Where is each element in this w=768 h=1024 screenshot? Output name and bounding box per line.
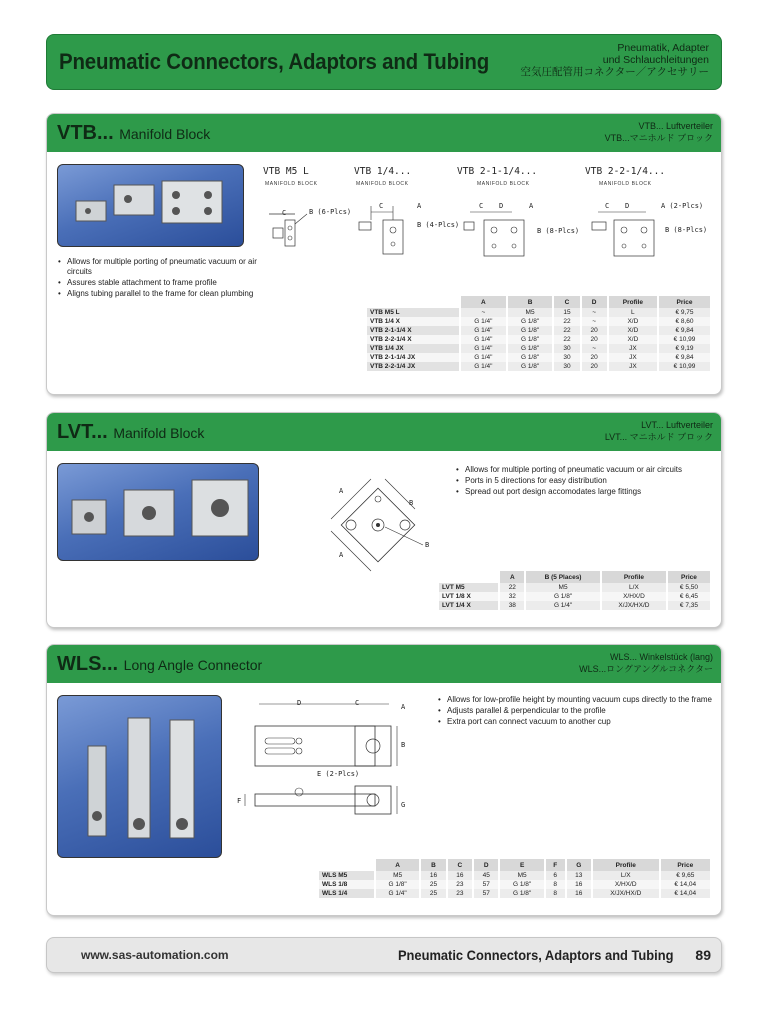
lvt-dimension-drawing (323, 475, 463, 585)
vtb-2214-callout-c: C (605, 202, 610, 210)
model-cell: WLS M5 (319, 871, 375, 880)
vtb-2214-callout-a: A (2-Plcs) (661, 202, 704, 210)
table-row (319, 889, 711, 898)
lvt-callout-a-top: A (339, 487, 344, 495)
table-cell: 30 (553, 344, 580, 353)
page-title: Pneumatic Connectors, Adaptors and Tubing (59, 49, 490, 74)
table-cell: M5 (375, 871, 420, 880)
vtb-2214-drawing (590, 204, 700, 264)
table-row (439, 592, 711, 601)
table-corner (319, 859, 375, 871)
vtb-code: VTB... (57, 122, 114, 144)
vtb-feature-item: • Allows for multiple porting of pneumatic vacuum or air circuits (57, 257, 262, 277)
table-cell: G 1/4" (460, 326, 507, 335)
column-header: B (507, 296, 554, 308)
lvt-product-photo (57, 463, 259, 561)
table-cell: G 1/4" (460, 362, 507, 371)
wls-callout-e: E (2-Plcs) (317, 770, 360, 778)
wls-japanese: WLS...ロングアングルコネクター (579, 664, 713, 674)
wls-feature-item: • Allows for low-profile height by mounting vacuum cups directly to the frame (437, 695, 715, 705)
wls-feature-item: • Adjusts parallel & perpendicular to the profile (437, 706, 715, 716)
lvt-blocks-illustration (58, 464, 259, 561)
table-cell: G 1/8" (507, 317, 554, 326)
table-cell: 22 (499, 583, 525, 592)
lvt-section-title (57, 421, 204, 444)
table-cell: G 1/4" (460, 317, 507, 326)
table-cell: € 14,04 (660, 880, 711, 889)
table-cell: 20 (581, 326, 608, 335)
vtb-2214-callout-d: D (625, 202, 630, 210)
table-cell: 13 (566, 871, 592, 880)
table-cell: G 1/8" (507, 353, 554, 362)
wls-spec-table (319, 859, 712, 898)
vtb-japanese: VTB...マニホルド ブロック (604, 133, 713, 143)
table-cell: € 5,50 (667, 583, 711, 592)
table-cell: 30 (553, 362, 580, 371)
vtb-section-header (47, 114, 721, 152)
table-cell: G 1/8" (507, 335, 554, 344)
wls-name: Long Angle Connector (123, 657, 263, 673)
lvt-spec-table (439, 571, 712, 610)
wls-callout-g: G (401, 801, 406, 809)
table-cell: € 10,99 (658, 335, 711, 344)
vtb-2114-drawing-label: VTB 2-1-1/4... (457, 166, 538, 177)
table-cell: G 1/4" (375, 889, 420, 898)
table-cell: G 1/8" (499, 889, 544, 898)
wls-feature-list (437, 695, 715, 728)
vtb-feature-list (57, 257, 262, 300)
table-row (367, 362, 711, 371)
table-cell: 22 (553, 326, 580, 335)
table-corner (367, 296, 460, 308)
lvt-callout-a-bottom: A (339, 551, 344, 559)
table-cell: 16 (420, 871, 446, 880)
table-cell: X/D (608, 335, 658, 344)
page-header (46, 34, 722, 90)
table-cell: 25 (420, 880, 446, 889)
table-cell: 16 (566, 880, 592, 889)
table-row (367, 335, 711, 344)
lvt-translations (605, 419, 713, 443)
vtb-name: Manifold Block (119, 126, 211, 142)
lvt-code: LVT... (57, 421, 108, 443)
table-corner (439, 571, 499, 583)
page-title-translations (521, 42, 709, 78)
vtb-section-title (57, 122, 210, 145)
vtb-14-callout-c: C (379, 202, 384, 210)
table-cell: ~ (581, 317, 608, 326)
table-cell: L (608, 308, 658, 317)
wls-callout-c: C (355, 699, 360, 707)
table-cell: 8 (545, 889, 566, 898)
vtb-14-callout-b: B (4-Plcs) (417, 221, 460, 229)
vtb-feature-item: • Assures stable attachment to frame profile (57, 278, 262, 288)
table-cell: JX (608, 353, 658, 362)
vtb-14-drawing (357, 204, 460, 259)
vtb-2114-callout-b: B (8-Plcs) (537, 227, 580, 235)
table-row (367, 308, 711, 317)
german-title-line1: Pneumatik, Adapter (617, 42, 709, 54)
table-cell: G 1/8" (525, 592, 601, 601)
table-cell: 15 (553, 308, 580, 317)
table-cell: G 1/4" (460, 353, 507, 362)
column-header: A (375, 859, 420, 871)
table-cell: 45 (473, 871, 499, 880)
table-cell: G 1/4" (460, 344, 507, 353)
table-row (367, 326, 711, 335)
wls-callout-b: B (401, 741, 406, 749)
lvt-japanese: LVT... マニホルド ブロック (604, 432, 713, 442)
wls-callout-f: F (237, 797, 242, 805)
lvt-feature-item: • Ports in 5 directions for easy distribution (455, 476, 715, 486)
column-header: D (473, 859, 499, 871)
table-cell: € 6,45 (667, 592, 711, 601)
table-cell: 20 (581, 362, 608, 371)
table-row (367, 317, 711, 326)
lvt-german: LVT... Luftverteiler (641, 420, 713, 430)
table-row (367, 344, 711, 353)
table-cell: G 1/8" (499, 880, 544, 889)
vtb-14-callout-a: A (417, 202, 422, 210)
table-cell: € 9,84 (658, 326, 711, 335)
table-cell: ~ (581, 308, 608, 317)
model-cell: LVT 1/4 X (439, 601, 499, 610)
column-header: F (545, 859, 566, 871)
table-cell: X/HX/D (592, 880, 660, 889)
lvt-feature-item: • Spread out port design accomodates large fittings (455, 487, 715, 497)
model-cell: WLS 1/8 (319, 880, 375, 889)
table-cell: 6 (545, 871, 566, 880)
table-row (439, 601, 711, 610)
table-cell: 23 (447, 889, 473, 898)
table-cell: 22 (553, 317, 580, 326)
column-header: B (420, 859, 446, 871)
lvt-feature-item: • Allows for multiple porting of pneumatic vacuum or air circuits (455, 465, 715, 475)
wls-feature-item: • Extra port can connect vacuum to another cup (437, 717, 715, 727)
column-header: D (581, 296, 608, 308)
table-row (319, 880, 711, 889)
wls-section (46, 644, 722, 916)
vtb-product-photo (57, 164, 244, 247)
table-cell: € 9,84 (658, 353, 711, 362)
lvt-callout-b-right: B (425, 541, 430, 549)
column-header: Price (660, 859, 711, 871)
model-cell: LVT 1/8 X (439, 592, 499, 601)
model-cell: LVT M5 (439, 583, 499, 592)
german-title-line2: und Schlauchleitungen (602, 54, 709, 66)
table-cell: G 1/8" (507, 362, 554, 371)
column-header: A (499, 571, 525, 583)
table-cell: G 1/4" (525, 601, 601, 610)
table-cell: € 7,35 (667, 601, 711, 610)
vtb-m5l-drawing-sub: MANIFOLD BLOCK (265, 181, 318, 187)
table-header-row (319, 859, 711, 871)
table-cell: € 10,99 (658, 362, 711, 371)
column-header: Profile (592, 859, 660, 871)
model-cell: VTB 1/4 JX (367, 344, 460, 353)
page-footer (46, 937, 722, 973)
table-cell: X/HX/D (601, 592, 667, 601)
table-header-row (439, 571, 711, 583)
model-cell: VTB 2-1-1/4 X (367, 326, 460, 335)
table-row (367, 353, 711, 362)
table-cell: 25 (420, 889, 446, 898)
table-cell: M5 (507, 308, 554, 317)
wls-connectors-illustration (58, 696, 222, 858)
table-cell: JX (608, 362, 658, 371)
vtb-m5l-callout-c: C (282, 209, 287, 217)
wls-callout-d: D (297, 699, 302, 707)
vtb-german: VTB... Luftverteiler (638, 121, 713, 131)
table-cell: 22 (553, 335, 580, 344)
japanese-title: 空気圧配管用コネクター／アクセサリー (520, 66, 709, 78)
column-header: Price (658, 296, 711, 308)
table-cell: € 8,60 (658, 317, 711, 326)
vtb-2214-callout-b: B (8-Plcs) (665, 226, 708, 234)
model-cell: VTB 1/4 X (367, 317, 460, 326)
vtb-2214-drawing-sub: MANIFOLD BLOCK (599, 181, 652, 187)
vtb-2114-callout-d: D (499, 202, 504, 210)
table-cell: G 1/8" (375, 880, 420, 889)
table-cell: X/D (608, 326, 658, 335)
wls-german: WLS... Winkelstück (lang) (609, 652, 713, 662)
table-cell: L/X (601, 583, 667, 592)
wls-table-body (319, 871, 711, 898)
vtb-2114-callout-a: A (529, 202, 534, 210)
table-cell: X/D (608, 317, 658, 326)
table-cell: X/JX/HX/D (592, 889, 660, 898)
table-cell: G 1/8" (507, 344, 554, 353)
wls-callout-a: A (401, 703, 406, 711)
table-cell: 16 (566, 889, 592, 898)
table-header-row (367, 296, 711, 308)
wls-section-header (47, 645, 721, 683)
wls-code: WLS... (57, 653, 119, 675)
footer-title: Pneumatic Connectors, Adaptors and Tubing (397, 947, 673, 963)
table-cell: 57 (473, 889, 499, 898)
wls-product-photo (57, 695, 222, 858)
vtb-table-body (367, 308, 711, 371)
lvt-feature-list (455, 465, 715, 498)
lvt-callout-b-top: B (409, 499, 414, 507)
vtb-section (46, 113, 722, 395)
column-header: G (566, 859, 592, 871)
column-header: Profile (601, 571, 667, 583)
table-row (439, 583, 711, 592)
table-cell: M5 (525, 583, 601, 592)
lvt-section (46, 412, 722, 628)
table-cell: G 1/4" (460, 335, 507, 344)
table-cell: € 14,04 (660, 889, 711, 898)
wls-dimension-drawing (237, 700, 467, 830)
column-header: A (460, 296, 507, 308)
vtb-spec-table (367, 296, 712, 371)
vtb-2114-callout-c: C (479, 202, 484, 210)
column-header: Profile (608, 296, 658, 308)
column-header: Price (667, 571, 711, 583)
table-cell: 20 (581, 335, 608, 344)
table-cell: 16 (447, 871, 473, 880)
table-cell: € 9,65 (660, 871, 711, 880)
vtb-m5l-drawing-label: VTB M5 L (263, 166, 309, 177)
column-header: B (5 Places) (525, 571, 601, 583)
column-header: C (553, 296, 580, 308)
vtb-14-drawing-label: VTB 1/4... (354, 166, 412, 177)
table-cell: M5 (499, 871, 544, 880)
vtb-2214-drawing-label: VTB 2-2-1/4... (585, 166, 666, 177)
vtb-m5l-callout-b: B (6-Plcs) (309, 208, 352, 216)
lvt-section-header (47, 413, 721, 451)
wls-section-title (57, 653, 262, 676)
table-cell: 30 (553, 353, 580, 362)
table-cell: X/JX/HX/D (601, 601, 667, 610)
table-cell: 8 (545, 880, 566, 889)
model-cell: VTB 2-2-1/4 JX (367, 362, 460, 371)
table-cell: 32 (499, 592, 525, 601)
lvt-name: Manifold Block (113, 425, 205, 441)
model-cell: VTB 2-2-1/4 X (367, 335, 460, 344)
table-cell: G 1/8" (507, 326, 554, 335)
table-cell: L/X (592, 871, 660, 880)
model-cell: VTB 2-1-1/4 JX (367, 353, 460, 362)
table-cell: ~ (460, 308, 507, 317)
website-link[interactable]: www.sas-automation.com (81, 948, 229, 962)
column-header: C (447, 859, 473, 871)
table-cell: € 9,19 (658, 344, 711, 353)
vtb-feature-item: • Aligns tubing parallel to the frame for clean plumbing (57, 289, 262, 299)
column-header: E (499, 859, 544, 871)
table-cell: 57 (473, 880, 499, 889)
vtb-2114-drawing-sub: MANIFOLD BLOCK (477, 181, 530, 187)
wls-translations (579, 651, 713, 675)
table-row (319, 871, 711, 880)
model-cell: VTB M5 L (367, 308, 460, 317)
table-cell: ~ (581, 344, 608, 353)
table-cell: € 9,75 (658, 308, 711, 317)
vtb-translations (605, 120, 713, 144)
table-cell: 38 (499, 601, 525, 610)
table-cell: 23 (447, 880, 473, 889)
model-cell: WLS 1/4 (319, 889, 375, 898)
lvt-table-body (439, 583, 711, 610)
page-number: 89 (695, 947, 711, 963)
table-cell: 20 (581, 353, 608, 362)
table-cell: JX (608, 344, 658, 353)
vtb-blocks-illustration (58, 165, 244, 247)
vtb-14-drawing-sub: MANIFOLD BLOCK (356, 181, 409, 187)
